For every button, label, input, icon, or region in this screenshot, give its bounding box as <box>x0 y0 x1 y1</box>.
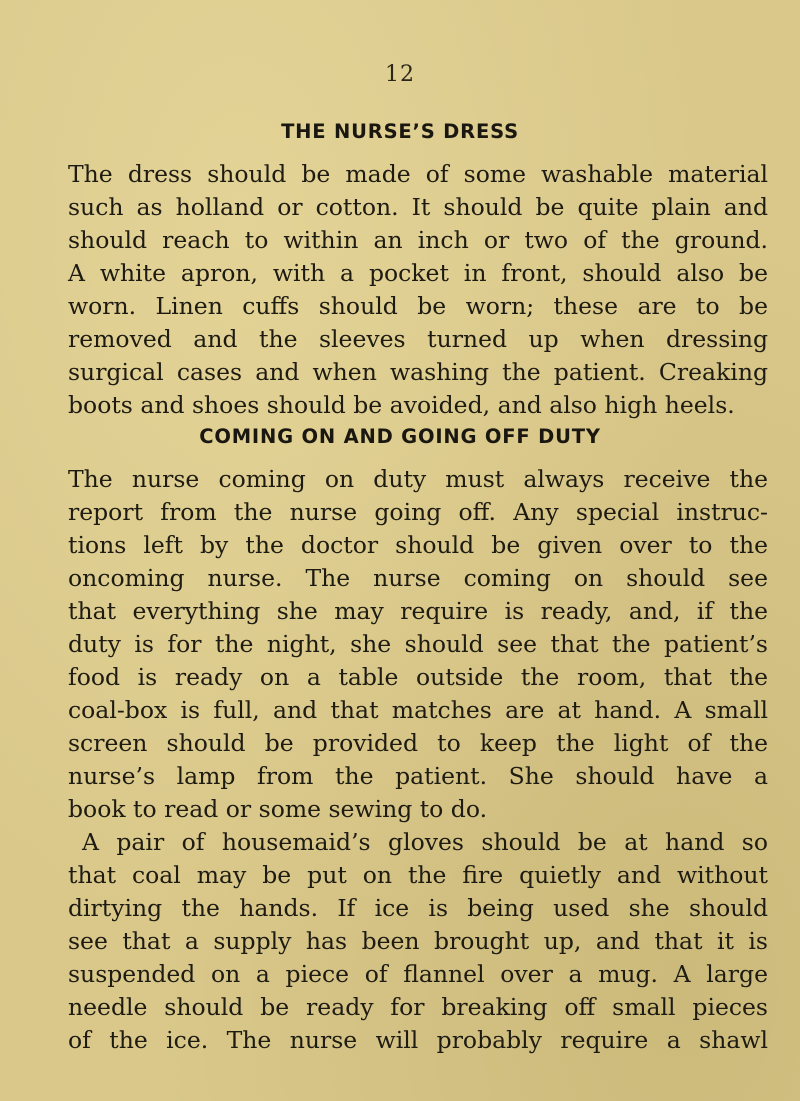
section-body-duty <box>68 463 768 1057</box>
text-line: surgical cases and when washing the patient. Creaking <box>68 358 768 386</box>
section-heading-nurses-dress: THE NURSE’S DRESS <box>281 120 519 143</box>
text-line: coal-box is full, and that matches are at hand. A small <box>68 696 768 724</box>
text-line: screen should be provided to keep the light of the <box>68 729 768 757</box>
text-line: tions left by the doctor should be given over to the <box>68 531 768 559</box>
text-line: should reach to within an inch or two of the ground. <box>68 226 768 254</box>
text-line: A pair of housemaid’s gloves should be at hand so <box>82 828 768 856</box>
text-line: The dress should be made of some washable material <box>68 160 768 188</box>
section-heading-duty: COMING ON AND GOING OFF DUTY <box>199 425 601 448</box>
text-line: removed and the sleeves turned up when dressing <box>68 325 768 353</box>
text-line: duty is for the night, she should see that the patient’s <box>68 630 768 658</box>
text-line: see that a supply has been brought up, and that it is <box>68 927 768 955</box>
text-line: The nurse coming on duty must always receive the <box>68 465 768 493</box>
text-line: suspended on a piece of flannel over a mug. A large <box>68 960 768 988</box>
text-line: report from the nurse going off. Any special instruc- <box>68 498 768 526</box>
text-line: book to read or some sewing to do. <box>68 795 488 823</box>
text-line: that everything she may require is ready, and, if the <box>68 597 768 625</box>
text-line: boots and shoes should be avoided, and also high heels. <box>68 391 735 419</box>
text-line: A white apron, with a pocket in front, should also be <box>68 259 768 287</box>
text-line: worn. Linen cuffs should be worn; these are to be <box>68 292 768 320</box>
text-line: food is ready on a table outside the room, that the <box>68 663 768 691</box>
text-line: that coal may be put on the fire quietly and without <box>68 861 768 889</box>
text-line: oncoming nurse. The nurse coming on should see <box>68 564 768 592</box>
section-body-nurses-dress <box>68 158 768 422</box>
text-line: needle should be ready for breaking off small pieces <box>68 993 768 1021</box>
text-line: nurse’s lamp from the patient. She should have a <box>68 762 768 790</box>
text-line: of the ice. The nurse will probably require a shawl <box>68 1026 768 1054</box>
text-line: such as holland or cotton. It should be quite plain and <box>68 193 768 221</box>
text-line: dirtying the hands. If ice is being used she should <box>68 894 768 922</box>
page-number: 12 <box>385 62 415 87</box>
